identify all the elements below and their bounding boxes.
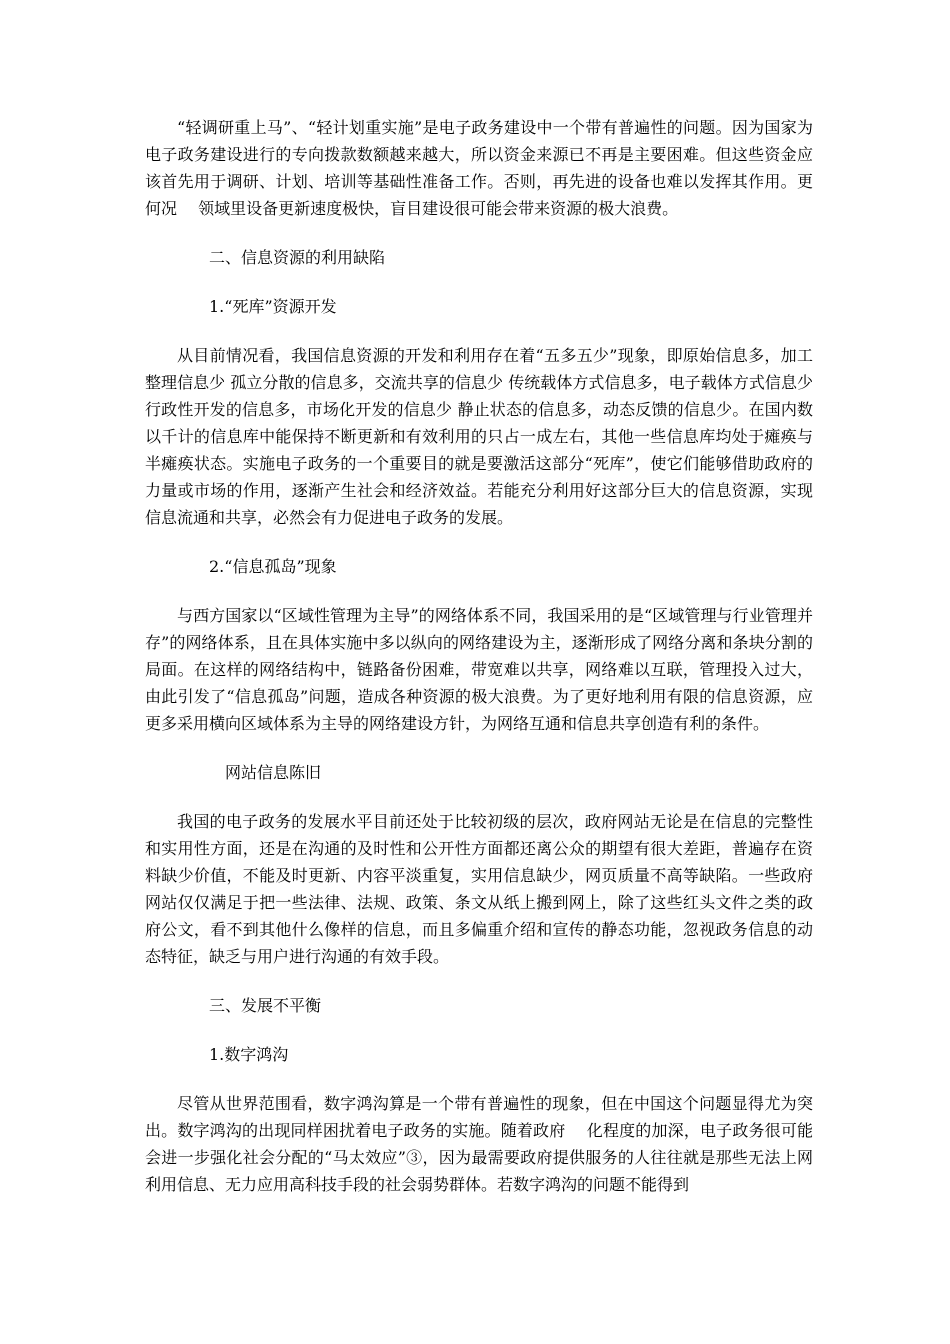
subheading-outdated-website: 网站信息陈旧 — [225, 763, 322, 782]
subheading-digital-divide: 1.数字鸿沟 — [209, 1045, 289, 1064]
section-heading-imbalance: 三、发展不平衡 — [209, 996, 322, 1015]
paragraph-dead-library: 从目前情况看，我国信息资源的开发和利用存在着“五多五少”现象，即原始信息多，加工整理信息少 孤立分散的信息多，交流共享的信息少 传统载体方式信息多，电子载体方式信息少 行政性开发的信息多，市场化开发的信息少 静止状态的信息多，动态反馈的信息少。在国内数以千计的信息库中能保持不断更新和有效利用的只占一成左右，其他一些信息库均处于瘫痪与半瘫痪状态。实施电子政务的一个重要目的就是要激活这部分“死库”，使它们能够借助政府的力量或市场的作用，逐渐产生社会和经济效益。若能充分利用好这部分巨大的信息资源，实现信息流通和共享，必然会有力促进电子政务的发展。 — [145, 346, 813, 527]
section-heading-info-resource-defects: 二、信息资源的利用缺陷 — [209, 248, 386, 267]
paragraph-outdated-website: 我国的电子政务的发展水平目前还处于比较初级的层次，政府网站无论是在信息的完整性和实用性方面，还是在沟通的及时性和公开性方面都还离公众的期望有很大差距，普遍存在资料缺少价值，不能及时更新、内容平淡重复，实用信息缺少，网页质量不高等缺陷。一些政府网站仅仅满足于把一些法律、法规、政策、条文从纸上搬到网上，除了这些红头文件之类的政府公文，看不到其他什么像样的信息，而且多偏重介绍和宣传的静态功能，忽视政务信息的动态特征，缺乏与用户进行沟通的有效手段。 — [145, 812, 813, 966]
subheading-information-island: 2.“信息孤岛”现象 — [209, 557, 337, 576]
subheading-dead-library: 1.“死库”资源开发 — [209, 297, 337, 316]
document-body — [145, 114, 813, 1220]
paragraph-digital-divide: 尽管从世界范围看，数字鸿沟算是一个带有普遍性的现象，但在中国这个问题显得尤为突出。数字鸿沟的出现同样困扰着电子政务的实施。随着政府 化程度的加深，电子政务很可能会进一步强化社会分配的“马太效应”③，因为最需要政府提供服务的人往往就是那些无法上网利用信息、无力应用高科技手段的社会弱势群体。若数字鸿沟的问题不能得到 — [145, 1094, 813, 1194]
paragraph-planning-problem: “轻调研重上马”、“轻计划重实施”是电子政务建设中一个带有普遍性的问题。因为国家为电子政务建设进行的专向拨款数额越来越大，所以资金来源已不再是主要困难。但这些资金应该首先用于调研、计划、培训等基础性准备工作。否则，再先进的设备也难以发挥其作用。更何况 领域里设备更新速度极快，盲目建设很可能会带来资源的极大浪费。 — [145, 118, 813, 218]
paragraph-information-island: 与西方国家以“区域性管理为主导”的网络体系不同，我国采用的是“区域管理与行业管理并存”的网络体系，且在具体实施中多以纵向的网络建设为主，逐渐形成了网络分离和条块分割的局面。在这样的网络结构中，链路备份困难，带宽难以共享，网络难以互联，管理投入过大，由此引发了“信息孤岛”问题，造成各种资源的极大浪费。为了更好地利用有限的信息资源，应更多采用横向区域体系为主导的网络建设方针，为网络互通和信息共享创造有利的条件。 — [145, 606, 813, 733]
